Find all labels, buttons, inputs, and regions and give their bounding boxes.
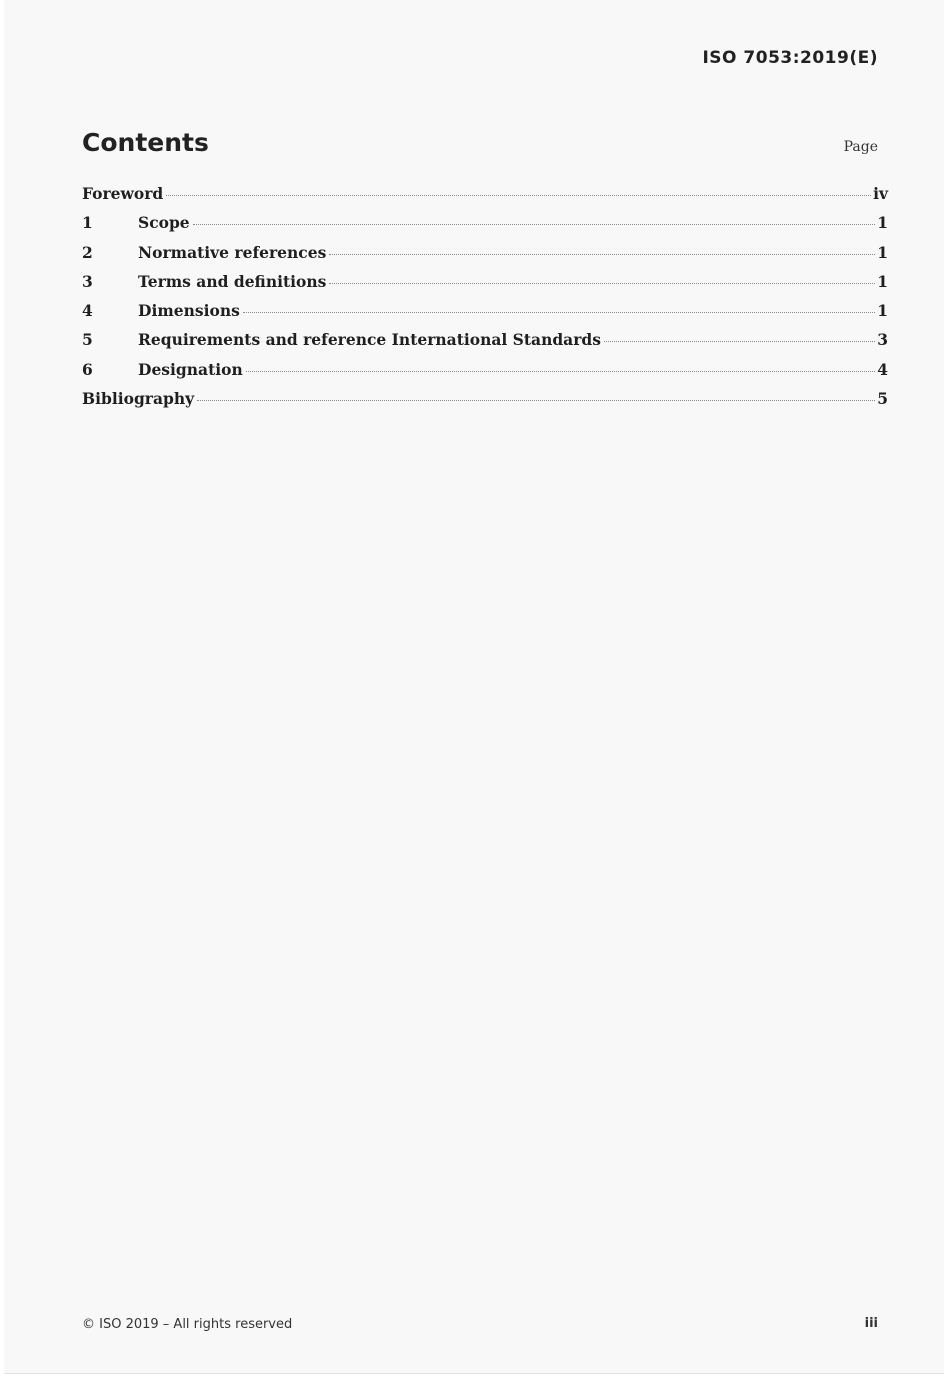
toc-entry-number: 3	[82, 271, 93, 291]
toc-entry-requirements[interactable]	[82, 330, 888, 359]
toc-entry-title: Foreword	[82, 184, 164, 203]
page-column-label: Page	[843, 139, 878, 155]
toc-entry-title: Bibliography	[82, 389, 195, 409]
toc-entry-page: 3	[877, 330, 888, 350]
document-id: ISO 7053:2019(E)	[702, 48, 878, 68]
toc-entry-number: 4	[82, 301, 93, 321]
toc-entry-page: iv	[873, 184, 888, 203]
dot-leader	[243, 312, 875, 313]
toc-entry-bibliography[interactable]	[82, 389, 888, 418]
dot-leader	[329, 254, 875, 255]
dot-leader	[329, 283, 875, 284]
toc-entry-foreword[interactable]	[82, 184, 888, 213]
toc-entry-number: 5	[82, 330, 93, 350]
toc-entry-scope[interactable]	[82, 213, 888, 242]
dot-leader	[197, 400, 875, 401]
toc-entry-terms-and-definitions[interactable]	[82, 272, 888, 301]
toc-entry-title: Designation	[138, 359, 243, 379]
toc-entry-title: Requirements and reference International Standards	[138, 330, 601, 350]
toc-entry-number: 2	[82, 242, 93, 262]
toc-entry-title: Terms and definitions	[138, 271, 327, 291]
toc-entry-designation[interactable]	[82, 360, 888, 389]
toc-entry-title: Dimensions	[138, 301, 240, 321]
dot-leader	[166, 195, 871, 196]
toc-entry-normative-references[interactable]	[82, 243, 888, 272]
dot-leader	[193, 224, 876, 225]
toc-entry-title: Scope	[138, 213, 190, 233]
dot-leader	[246, 371, 875, 372]
dot-leader	[604, 341, 875, 342]
toc-entry-title: Normative references	[138, 242, 327, 262]
toc-entry-page: 1	[877, 271, 888, 291]
toc-entry-page: 4	[877, 359, 888, 379]
copyright-notice: © ISO 2019 – All rights reserved	[82, 1317, 293, 1332]
document-page	[4, 0, 944, 1374]
toc-entry-page: 1	[877, 242, 888, 262]
page-number: iii	[864, 1316, 878, 1331]
contents-heading: Contents	[82, 128, 209, 157]
toc-entry-page: 5	[877, 389, 888, 409]
toc-entry-number: 1	[82, 213, 93, 233]
toc-entry-page: 1	[877, 213, 888, 233]
table-of-contents	[82, 184, 888, 418]
toc-entry-dimensions[interactable]	[82, 301, 888, 330]
toc-entry-page: 1	[877, 301, 888, 321]
toc-entry-number: 6	[82, 359, 93, 379]
